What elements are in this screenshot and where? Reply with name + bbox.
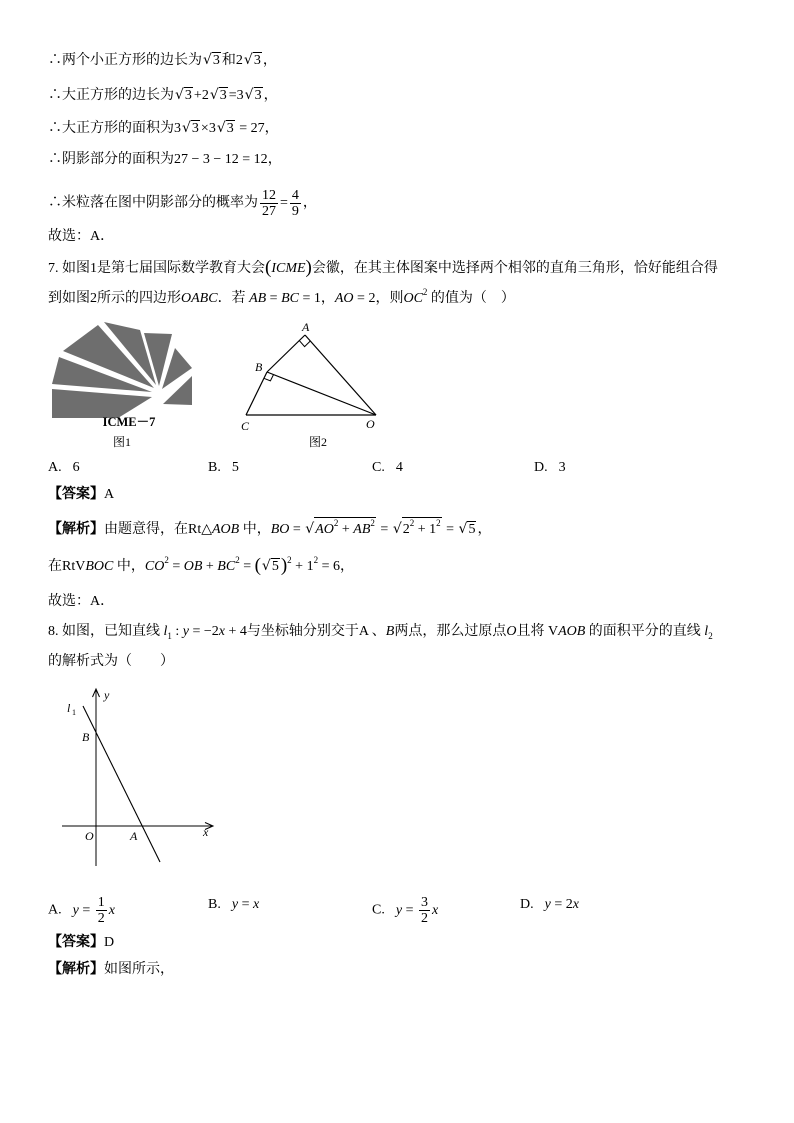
math-variable: BC <box>281 291 299 306</box>
text-run: 1 <box>97 895 105 910</box>
denominator <box>260 204 278 219</box>
text-run: ∴阴影部分的面积为 <box>48 152 174 167</box>
square-root <box>245 85 263 106</box>
text-run: 故选：A． <box>48 594 115 609</box>
radicand <box>402 517 442 537</box>
text-run: 与坐标轴分别交于 <box>246 624 359 639</box>
math-variable: x <box>572 897 579 912</box>
radicand <box>271 558 280 574</box>
text-run: ∴大正方形的面积为 <box>48 121 174 136</box>
text-run: 由题意得，在 <box>104 522 188 537</box>
superscript: 2 <box>313 555 319 565</box>
superscript: 2 <box>370 518 375 528</box>
text-run: 3 <box>174 121 181 136</box>
text-run: + <box>202 559 218 574</box>
text-run: + 4 <box>225 624 247 639</box>
option-value <box>545 897 579 912</box>
text-run: = 2 <box>550 897 573 912</box>
large-parenthesis: ) <box>305 257 312 278</box>
radicand <box>467 521 476 537</box>
math-variable: AOB <box>558 624 586 639</box>
text-run: 4 <box>291 188 299 203</box>
text-run: 3 <box>191 121 199 136</box>
text-run: 3 <box>226 121 234 136</box>
radical-sign: √ <box>209 87 219 103</box>
text-run: =3 <box>228 88 244 103</box>
q7-option-c <box>372 458 403 478</box>
text-run: ， <box>477 522 492 537</box>
text-run: 7. 如图1是第七届国际数学教育大会 <box>48 261 265 276</box>
text-run: V <box>75 559 86 574</box>
text-run: 故选：A． <box>48 229 115 244</box>
text-run: 、 <box>368 624 386 639</box>
text-run: 12 <box>262 188 276 203</box>
large-parenthesis: ( <box>254 555 261 576</box>
square-root <box>210 85 228 106</box>
option-value <box>232 897 259 912</box>
q8-option-a <box>48 895 115 926</box>
superscript: 2 <box>409 518 415 528</box>
q7-answer <box>48 485 114 505</box>
math-variable: l <box>704 624 709 639</box>
radicand <box>184 87 193 103</box>
text-run: = 27 <box>235 121 265 136</box>
q8-option-d <box>520 895 579 915</box>
math-variable: y <box>544 897 551 912</box>
prev-solution-line-5 <box>48 188 317 219</box>
bold-label: 【答案】 <box>48 487 104 502</box>
radicand <box>219 87 228 103</box>
radical-sign: √ <box>203 52 212 68</box>
text-run: = <box>442 522 458 537</box>
text-run: 5 <box>271 559 279 574</box>
text-run: ∴两个小正方形的边长为 <box>48 53 202 68</box>
text-run: ， <box>267 152 282 167</box>
label-O: O <box>366 417 375 431</box>
segment-BO <box>267 372 376 415</box>
text-run: = <box>168 559 184 574</box>
text-run: = <box>266 291 282 306</box>
option-letter: C. <box>372 902 385 918</box>
square-root <box>244 50 262 71</box>
radicand <box>253 52 262 68</box>
math-variable: y <box>72 902 79 918</box>
point-B-label: B <box>82 730 90 744</box>
text-run: V <box>547 624 559 639</box>
radicand <box>226 120 235 136</box>
math-variable: B <box>385 624 395 639</box>
radicand <box>212 52 221 68</box>
denominator <box>290 204 301 219</box>
math-variable: x <box>252 897 260 912</box>
label-A: A <box>302 320 310 334</box>
numerator <box>419 895 430 911</box>
math-variable: OABC <box>181 291 218 306</box>
math-variable: BC <box>217 559 236 574</box>
large-parenthesis: ) <box>280 555 288 576</box>
q7-analysis-line-1 <box>48 517 491 537</box>
text-run: ．若 <box>217 291 250 306</box>
math-variable: OC <box>403 291 423 306</box>
text-run: 的解析式为（ ） <box>48 654 174 669</box>
text-run: = <box>239 559 255 574</box>
y-axis-label: y <box>104 688 110 702</box>
math-variable: AO <box>315 522 334 537</box>
math-variable: y <box>231 897 239 912</box>
prev-solution-choice <box>48 227 114 247</box>
text-run: +2 <box>193 88 209 103</box>
radical-sign: √ <box>244 87 254 103</box>
text-run: = 2，则 <box>353 291 404 306</box>
radicand <box>254 87 263 103</box>
text-run: = <box>289 522 305 537</box>
radical-sign: √ <box>175 87 184 103</box>
option-letter: A. <box>48 902 62 918</box>
text-run: 中， <box>239 522 271 537</box>
text-run: 3 <box>219 88 227 103</box>
text-run: 3 <box>254 88 262 103</box>
text-run: 的面积平分的直线 <box>585 624 705 639</box>
text-run: = 6 <box>318 559 340 574</box>
fraction <box>260 188 278 219</box>
bold-label: 【解析】 <box>48 962 104 977</box>
text-run: 5 <box>468 522 476 537</box>
square-root <box>203 50 221 71</box>
square-root <box>305 517 376 540</box>
text-run: Rt△ <box>188 522 212 537</box>
text-run: 27 <box>262 204 276 219</box>
option-letter: C. <box>372 460 385 475</box>
numerator <box>290 188 301 204</box>
denominator <box>419 911 430 926</box>
text-run: 到如图2所示的四边形 <box>48 291 181 306</box>
q8-stem-line-2 <box>48 652 174 672</box>
q7-option-d <box>534 458 566 478</box>
math-variable: OB <box>183 559 203 574</box>
text-run: 3 <box>184 88 192 103</box>
text-run: 8. 如图，已知直线 <box>48 624 164 639</box>
math-variable: y <box>182 624 189 639</box>
math-variable: CO <box>144 559 165 574</box>
text-run: 2 <box>97 911 105 926</box>
radical-sign: √ <box>458 521 468 537</box>
square-root <box>393 517 442 540</box>
radical-sign: √ <box>305 521 315 537</box>
q7-stem-line-1 <box>48 258 718 278</box>
math-variable: O <box>506 624 517 639</box>
math-variable: BO <box>270 522 290 537</box>
math-variable: y <box>395 902 403 918</box>
text-run: 两点，那么过原点 <box>394 624 507 639</box>
prev-solution-line-4 <box>48 150 282 170</box>
line-l1 <box>83 706 160 862</box>
figure-3-labels <box>67 688 209 843</box>
text-run: D <box>104 935 115 950</box>
option-letter: A. <box>48 460 62 475</box>
text-run: 3 <box>558 460 566 475</box>
text-run: 6 <box>72 460 80 475</box>
q8-stem-line-1 <box>48 622 713 642</box>
q8-answer <box>48 933 114 953</box>
text-run: 如图所示， <box>104 962 174 977</box>
prev-solution-line-3 <box>48 118 279 138</box>
option-letter: B. <box>208 897 221 912</box>
figure-1-icme-logo <box>52 322 192 449</box>
square-root <box>217 118 235 139</box>
text-run: = <box>402 902 417 918</box>
option-letter: D. <box>520 897 534 912</box>
square-root <box>182 118 200 139</box>
text-run: + 1 <box>291 559 314 574</box>
figure-2-quadrilateral <box>246 335 376 415</box>
math-variable: BOC <box>85 559 114 574</box>
superscript: 2 <box>164 555 169 565</box>
radicand <box>314 517 376 537</box>
text-run: 且将 <box>516 624 548 639</box>
text-run: 在Rt <box>48 559 76 574</box>
superscript: 2 <box>333 518 339 528</box>
radical-sign: √ <box>261 558 271 574</box>
q8-option-c <box>372 895 439 926</box>
text-run: 3 <box>420 895 428 910</box>
math-variable: ICME <box>271 261 306 276</box>
numerator <box>96 895 107 911</box>
superscript: 2 <box>436 518 441 528</box>
point-A-label: A <box>130 829 138 843</box>
math-variable: AB <box>353 522 371 537</box>
square-root <box>459 519 477 540</box>
text-run: 4 <box>395 460 403 475</box>
prev-solution-line-2 <box>48 85 278 105</box>
radical-sign: √ <box>182 120 191 136</box>
option-value <box>73 460 80 475</box>
text-run: = <box>78 902 94 918</box>
q7-analysis-line-2 <box>48 556 354 576</box>
radical-sign: √ <box>392 521 402 537</box>
line-l1-label: l <box>67 701 71 715</box>
prev-solution-line-1 <box>48 50 277 70</box>
math-variable: l <box>163 624 168 639</box>
text-run: 的值为（ ） <box>427 291 515 306</box>
option-value <box>559 460 566 475</box>
numerator <box>260 188 278 204</box>
text-run: ， <box>339 559 354 574</box>
text-run: = <box>280 195 288 211</box>
text-run: 5 <box>231 460 239 475</box>
q7-option-b <box>208 458 239 478</box>
option-value <box>72 895 115 926</box>
square-root <box>262 556 280 577</box>
logo-wedge <box>52 389 152 418</box>
subscript: 2 <box>708 631 713 641</box>
square-root <box>175 85 193 106</box>
superscript: 2 <box>422 287 428 297</box>
line-l1-subscript: 1 <box>72 708 76 717</box>
text-run: ， <box>264 121 279 136</box>
bold-label: 【答案】 <box>48 935 104 950</box>
text-run: + 1 <box>414 522 437 537</box>
text-run: + <box>338 522 354 537</box>
bold-label: 【解析】 <box>48 522 104 537</box>
option-letter: D. <box>534 460 548 475</box>
logo-text: ICME－7 <box>102 415 156 429</box>
option-value <box>395 895 439 926</box>
radical-sign: √ <box>216 120 226 136</box>
q8-analysis-line-1 <box>48 960 174 980</box>
large-parenthesis: ( <box>265 257 272 278</box>
option-letter: B. <box>208 460 221 475</box>
math-variable: AB <box>249 291 267 306</box>
option-value <box>396 460 403 475</box>
text-run: 27 − 3 − 12 = 12 <box>174 152 268 167</box>
text-run: 2 <box>402 522 410 537</box>
label-C: C <box>241 419 250 433</box>
math-variable: x <box>218 624 226 639</box>
q7-stem-line-2 <box>48 288 515 308</box>
segment-AO <box>305 335 376 415</box>
label-B: B <box>255 360 263 374</box>
text-run: 会徽，在其主体图案中选择两个相邻的直角三角形，恰好能组合得 <box>311 261 718 276</box>
text-run: ∴大正方形的边长为 <box>48 88 174 103</box>
superscript: 2 <box>235 555 240 565</box>
figure-1-caption: 图1 <box>112 435 132 449</box>
x-axis-label: x <box>203 825 209 839</box>
math-variable: x <box>431 902 439 918</box>
q8-option-b <box>208 895 259 915</box>
subscript: 1 <box>167 631 172 641</box>
fraction <box>290 188 301 219</box>
math-variable: x <box>108 902 115 918</box>
text-run: ×3 <box>200 121 216 136</box>
text-run: ， <box>262 53 277 68</box>
text-run: 3 <box>253 53 261 68</box>
text-run: 和 <box>221 53 236 68</box>
text-run: 2 <box>420 911 428 926</box>
q7-choice <box>48 592 114 612</box>
math-variable: AOB <box>212 522 240 537</box>
option-value <box>232 460 239 475</box>
q7-option-a <box>48 458 80 478</box>
text-run: : <box>171 624 183 639</box>
text-run: ， <box>263 88 278 103</box>
text-run: = <box>376 522 392 537</box>
denominator <box>96 911 107 926</box>
text-run: = −2 <box>189 624 219 639</box>
figure-2-caption: 图2 <box>308 435 328 449</box>
text-run: A <box>104 487 115 502</box>
text-run: 中， <box>113 559 145 574</box>
fraction <box>419 895 430 926</box>
text-run: = <box>238 897 253 912</box>
text-run: ， <box>302 195 317 211</box>
superscript: 2 <box>287 555 292 565</box>
math-variable: AO <box>334 291 354 306</box>
origin-label: O <box>85 829 94 843</box>
text-run: 9 <box>291 204 299 219</box>
radical-sign: √ <box>243 52 253 68</box>
text-run: = 1， <box>298 291 335 306</box>
text-run: 3 <box>212 53 220 68</box>
text-run: A <box>358 624 369 639</box>
fraction <box>96 895 107 926</box>
segment-AB <box>267 335 305 372</box>
text-run: ∴米粒落在图中阴影部分的概率为 <box>48 195 258 211</box>
right-angle-mark-A <box>299 341 310 347</box>
radicand <box>191 120 200 136</box>
text-run: 2 <box>235 53 243 68</box>
